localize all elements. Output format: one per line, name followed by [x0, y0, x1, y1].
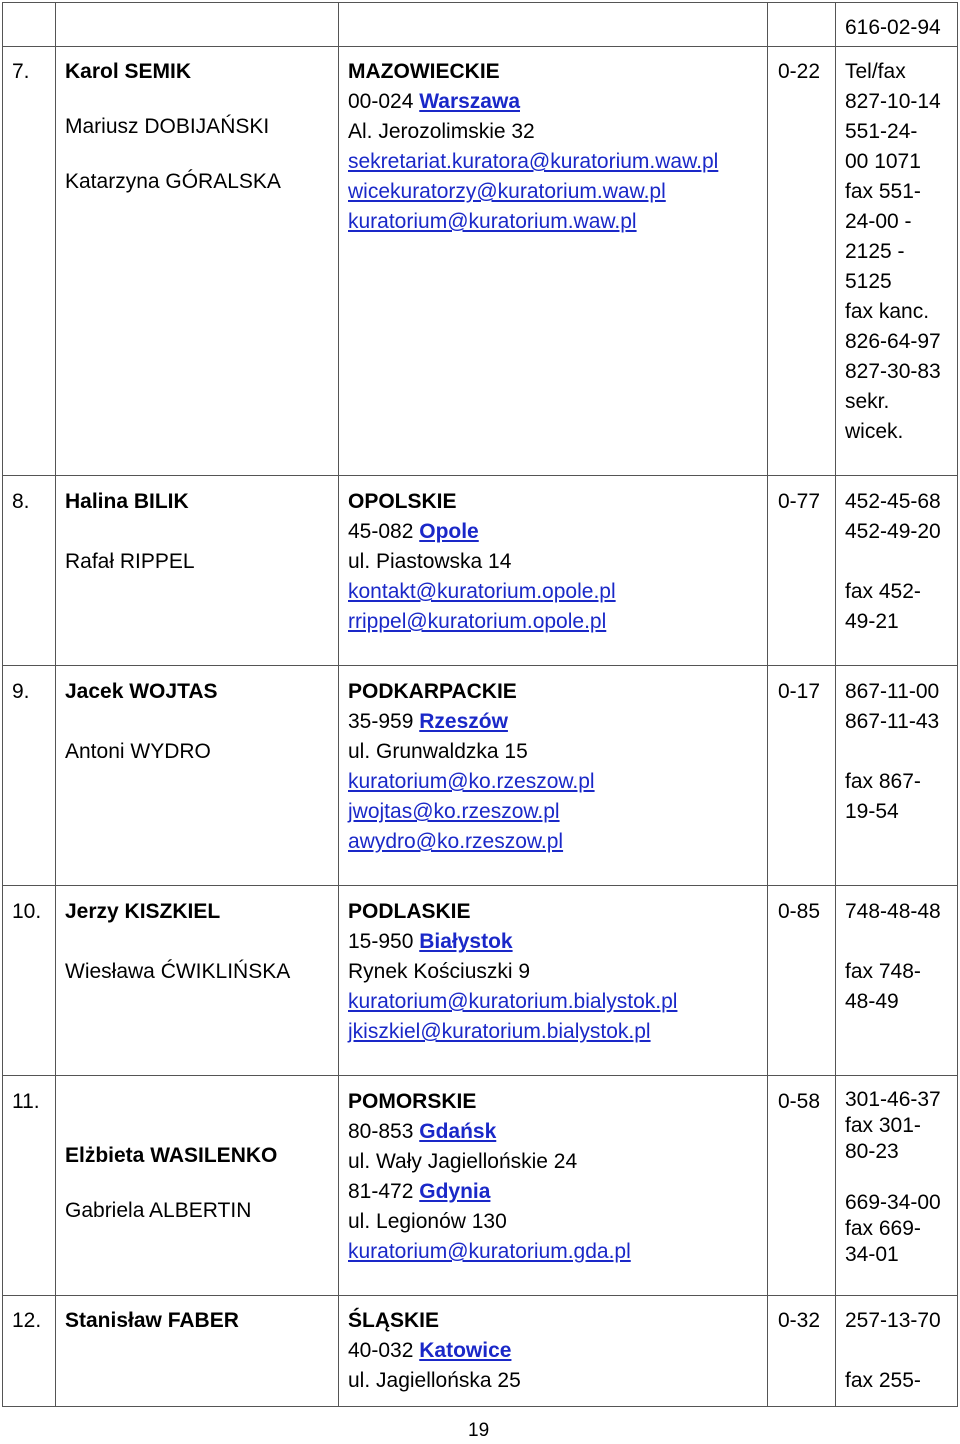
phone-line: fax kanc. [845, 300, 930, 323]
curator-name: Halina BILIK [65, 490, 189, 513]
phone-line: fax 551- [845, 180, 921, 203]
phone-line: 80-23 [845, 1140, 899, 1163]
row-number: 8. [12, 490, 30, 513]
city-link[interactable]: Warszawa [419, 90, 520, 113]
email-link[interactable]: wicekuratorzy@kuratorium.waw.pl [348, 180, 666, 203]
region-name: OPOLSKIE [348, 490, 457, 513]
phone-line: fax 452- [845, 580, 921, 603]
grid-line [2, 2, 958, 3]
address-cell [348, 1087, 631, 1267]
phone-line: fax 255- [845, 1369, 921, 1392]
phone-line: 19-54 [845, 800, 899, 823]
street: ul. Grunwaldzka 15 [348, 740, 528, 763]
grid-line [2, 885, 958, 886]
grid-line [767, 2, 768, 1406]
address-cell [348, 57, 718, 237]
deputy-name: Gabriela ALBERTIN [65, 1199, 252, 1222]
names-cell [65, 1306, 239, 1336]
region-name: POMORSKIE [348, 1090, 477, 1113]
names-cell [65, 57, 281, 197]
phone-line: sekr. [845, 390, 890, 413]
area-code: 0-77 [778, 490, 821, 513]
grid-line [2, 665, 958, 666]
phone-line: 748-48-48 [845, 900, 941, 923]
phone-line: Tel/fax [845, 60, 906, 83]
curator-name: Elżbieta WASILENKO [65, 1144, 278, 1167]
phones-cell [845, 897, 941, 1017]
phone-line: 48-49 [845, 990, 899, 1013]
postcode: 40-032 [348, 1339, 414, 1362]
email-link[interactable]: kuratorium@kuratorium.bialystok.pl [348, 990, 678, 1013]
street: Al. Jerozolimskie 32 [348, 120, 535, 143]
area-code: 0-22 [778, 60, 821, 83]
row-number: 9. [12, 680, 30, 703]
city-link[interactable]: Katowice [419, 1339, 512, 1362]
email-link[interactable]: jwojtas@ko.rzeszow.pl [348, 800, 560, 823]
row-number: 10. [12, 900, 42, 923]
city-link[interactable]: Gdańsk [419, 1120, 497, 1143]
phones-cell [845, 487, 941, 637]
street: ul. Piastowska 14 [348, 550, 512, 573]
postcode: 35-959 [348, 710, 414, 733]
street: ul. Legionów 130 [348, 1210, 507, 1233]
phone-line: fax 301- [845, 1114, 921, 1137]
row-number: 7. [12, 60, 30, 83]
city-link[interactable]: Rzeszów [419, 710, 508, 733]
phone-line: 669-34-00 [845, 1191, 941, 1214]
grid-line [835, 2, 836, 1406]
address-cell [348, 487, 616, 637]
phone-line: 826-64-97 [845, 330, 941, 353]
phone-line: fax 867- [845, 770, 921, 793]
deputy-name: Katarzyna GÓRALSKA [65, 170, 281, 193]
address-cell [348, 1306, 521, 1396]
email-link[interactable]: jkiszkiel@kuratorium.bialystok.pl [348, 1020, 651, 1043]
phone-line: 827-10-14 [845, 90, 941, 113]
names-cell [65, 677, 218, 767]
phone-line: 00 1071 [845, 150, 921, 173]
phone-line: 867-11-43 [845, 710, 940, 733]
region-name: PODKARPACKIE [348, 680, 517, 703]
email-link[interactable]: awydro@ko.rzeszow.pl [348, 830, 564, 853]
address-cell [348, 897, 677, 1047]
grid-line [338, 2, 339, 1406]
phone-line: 34-01 [845, 1243, 899, 1266]
email-link[interactable]: rrippel@kuratorium.opole.pl [348, 610, 607, 633]
phone-line: 867-11-00 [845, 680, 940, 703]
email-link[interactable]: sekretariat.kuratora@kuratorium.waw.pl [348, 150, 719, 173]
city-link[interactable]: Gdynia [419, 1180, 491, 1203]
street: ul. Wały Jagiellońskie 24 [348, 1150, 578, 1173]
curator-name: Jacek WOJTAS [65, 680, 218, 703]
phone-line: 452-49-20 [845, 520, 941, 543]
region-name: PODLASKIE [348, 900, 471, 923]
area-code: 0-85 [778, 900, 821, 923]
street: Rynek Kościuszki 9 [348, 960, 531, 983]
postcode: 15-950 [348, 930, 414, 953]
phone-line: 24-00 - [845, 210, 912, 233]
grid-line [2, 2, 3, 1406]
phone-fragment: 616-02-94 [845, 16, 941, 39]
names-cell [65, 897, 290, 987]
phones-cell [845, 1087, 941, 1268]
phones-cell [845, 1306, 941, 1396]
region-name: MAZOWIECKIE [348, 60, 500, 83]
deputy-name: Rafał RIPPEL [65, 550, 195, 573]
curator-name: Jerzy KISZKIEL [65, 900, 221, 923]
phone-line: fax 669- [845, 1217, 921, 1240]
deputy-name: Mariusz DOBIJAŃSKI [65, 115, 270, 138]
region-name: ŚLĄSKIE [348, 1309, 440, 1332]
grid-line [2, 1295, 958, 1296]
row-number: 11. [12, 1090, 40, 1113]
phones-cell [845, 57, 941, 447]
curator-name: Karol SEMIK [65, 60, 192, 83]
grid-line [2, 1075, 958, 1076]
email-link[interactable]: kuratorium@kuratorium.waw.pl [348, 210, 637, 233]
phone-line: 827-30-83 [845, 360, 941, 383]
curator-name: Stanisław FABER [65, 1309, 239, 1332]
grid-line [2, 1406, 958, 1407]
postcode: 80-853 [348, 1120, 414, 1143]
phone-line: 452-45-68 [845, 490, 941, 513]
address-cell [348, 677, 595, 857]
phone-line: 49-21 [845, 610, 899, 633]
deputy-name: Wiesława ĆWIKLIŃSKA [65, 960, 291, 983]
names-cell [65, 1141, 277, 1226]
postcode: 45-082 [348, 520, 414, 543]
names-cell [65, 487, 195, 577]
grid-line [2, 46, 958, 47]
area-code: 0-17 [778, 680, 821, 703]
row-number: 12. [12, 1309, 42, 1332]
phones-cell [845, 677, 939, 827]
grid-line [2, 475, 958, 476]
area-code: 0-32 [778, 1309, 821, 1332]
area-code: 0-58 [778, 1090, 821, 1113]
phone-line: 2125 - [845, 240, 905, 263]
page-number: 19 [468, 1420, 490, 1441]
email-link[interactable]: kontakt@kuratorium.opole.pl [348, 580, 616, 603]
phone-line: 301-46-37 [845, 1088, 941, 1111]
phone-line: 551-24- [845, 120, 918, 143]
phone-line: 5125 [845, 270, 892, 293]
street: ul. Jagiellońska 25 [348, 1369, 521, 1392]
deputy-name: Antoni WYDRO [65, 740, 211, 763]
postcode: 81-472 [348, 1180, 414, 1203]
phone-line: 257-13-70 [845, 1309, 941, 1332]
city-link[interactable]: Białystok [419, 930, 513, 953]
postcode: 00-024 [348, 90, 414, 113]
city-link[interactable]: Opole [419, 520, 479, 543]
phone-line: wicek. [845, 420, 904, 443]
email-link[interactable]: kuratorium@kuratorium.gda.pl [348, 1240, 631, 1263]
grid-line [957, 2, 958, 1406]
grid-line [55, 2, 56, 1406]
email-link[interactable]: kuratorium@ko.rzeszow.pl [348, 770, 595, 793]
phone-line: fax 748- [845, 960, 921, 983]
